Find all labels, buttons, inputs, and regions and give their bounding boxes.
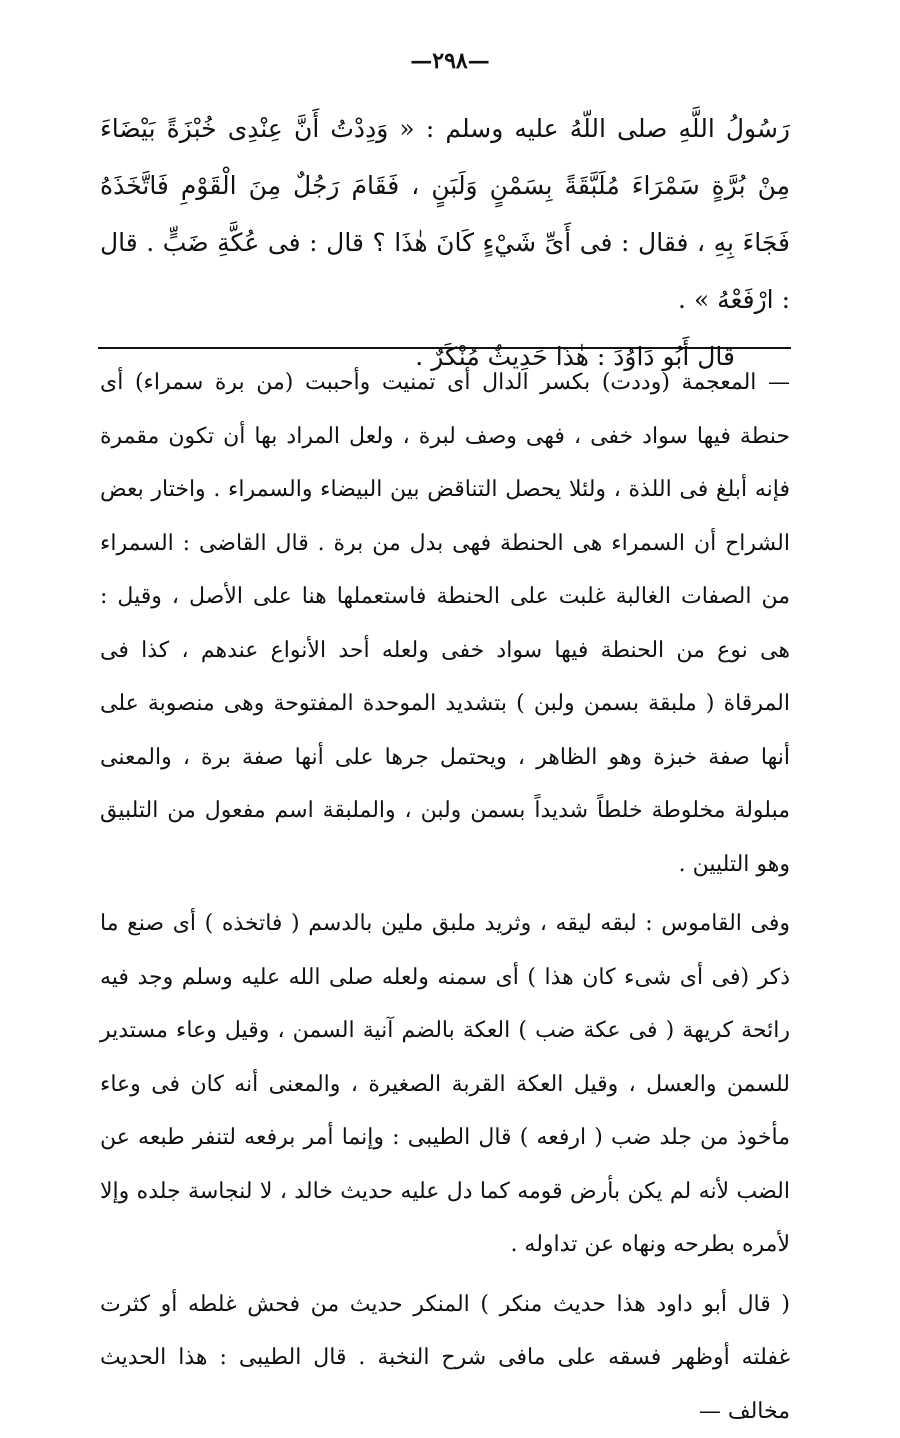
commentary-paragraph: — المعجمة (وددت) بكسر الدال أى تمنيت وأحببت (من برة سمراء) أى حنطة فيها سواد خفى ، فهى وصف لبرة ، ولعل المراد بها أن تكون مقمرة فإنه أبلغ فى اللذة ، ولئلا يحصل التناقض بين البيضاء والسمراء . واختار بعض الشراح أن السمراء هى الحنطة فهى بدل من برة . قال القاضى : السمراء من الصفات الغالبة غلبت على الحنطة فاستعملها هنا على الأصل ، وقيل : هى نوع من الحنطة فيها سواد خفى ولعله أحد الأنواع عندهم ، كذا فى المرقاة ( ملبقة بسمن ولبن ) بتشديد الموحدة المفتوحة وهى منصوبة على أنها صفة خبزة وهو الظاهر ، ويحتمل جرها على أنها صفة برة ، والمعنى مبلولة مخلوطة خلطاً شديداً بسمن ولبن ، والملبقة اسم مفعول من التلبيق وهو التليين .: [100, 356, 790, 891]
commentary-paragraph: وفى القاموس : لبقه ليقه ، وثريد ملبق ملين بالدسم ( فاتخذه ) أى صنع ما ذكر (فى أى شىء كان هذا ) أى سمنه ولعله صلى الله عليه وسلم وجد فيه رائحة كريهة ( فى عكة ضب ) العكة بالضم آنية السمن ، وقيل وعاء مستدير للسمن والعسل ، وقيل العكة القربة الصغيرة ، والمعنى أنه كان فى وعاء مأخوذ من جلد ضب ( ارفعه ) قال الطيبى : وإنما أمر برفعه لتنفر طبعه عن الضب لأنه لم يكن بأرض قومه كما دل عليه حديث خالد ، لا لنجاسة جلده وإلا لأمره بطرحه ونهاه عن تداوله .: [100, 897, 790, 1272]
hadith-paragraph: رَسُولُ اللَّهِ صلى اللّهُ عليه وسلم : « وَدِدْتُ أَنَّ عِنْدِى خُبْزَةً بَيْضَاءَ مِنْ بُرَّةٍ سَمْرَاءَ مُلَبَّقَةً بِسَمْنٍ وَلَبَنٍ ، فَقَامَ رَجُلٌ مِنَ الْقَوْمِ فَاتَّخَذَهُ فَجَاءَ بِهِ ، فقال : فى أَىِّ شَيْءٍ كَانَ هٰذَا ؟ قال : فى عُكَّةِ ضَبٍّ . قال : ارْفَعْهُ » .: [100, 100, 790, 328]
hadith-text-block: [100, 100, 790, 385]
footnote-divider: [98, 347, 791, 349]
commentary-paragraph: ( قال أبو داود هذا حديث منكر ) المنكر حديث من فحش غلطه أو كثرت غفلته أوظهر فسقه على مافى شرح النخبة . قال الطيبى : هذا الحديث مخالف —: [100, 1278, 790, 1438]
abu-dawud-remark: قال أَبُو دَاوُدَ : هٰذَا حَدِيثٌ مُنْكَرٌ .: [100, 328, 790, 385]
page-number: —٢٩٨—: [0, 48, 900, 74]
commentary-block: [100, 356, 790, 1438]
